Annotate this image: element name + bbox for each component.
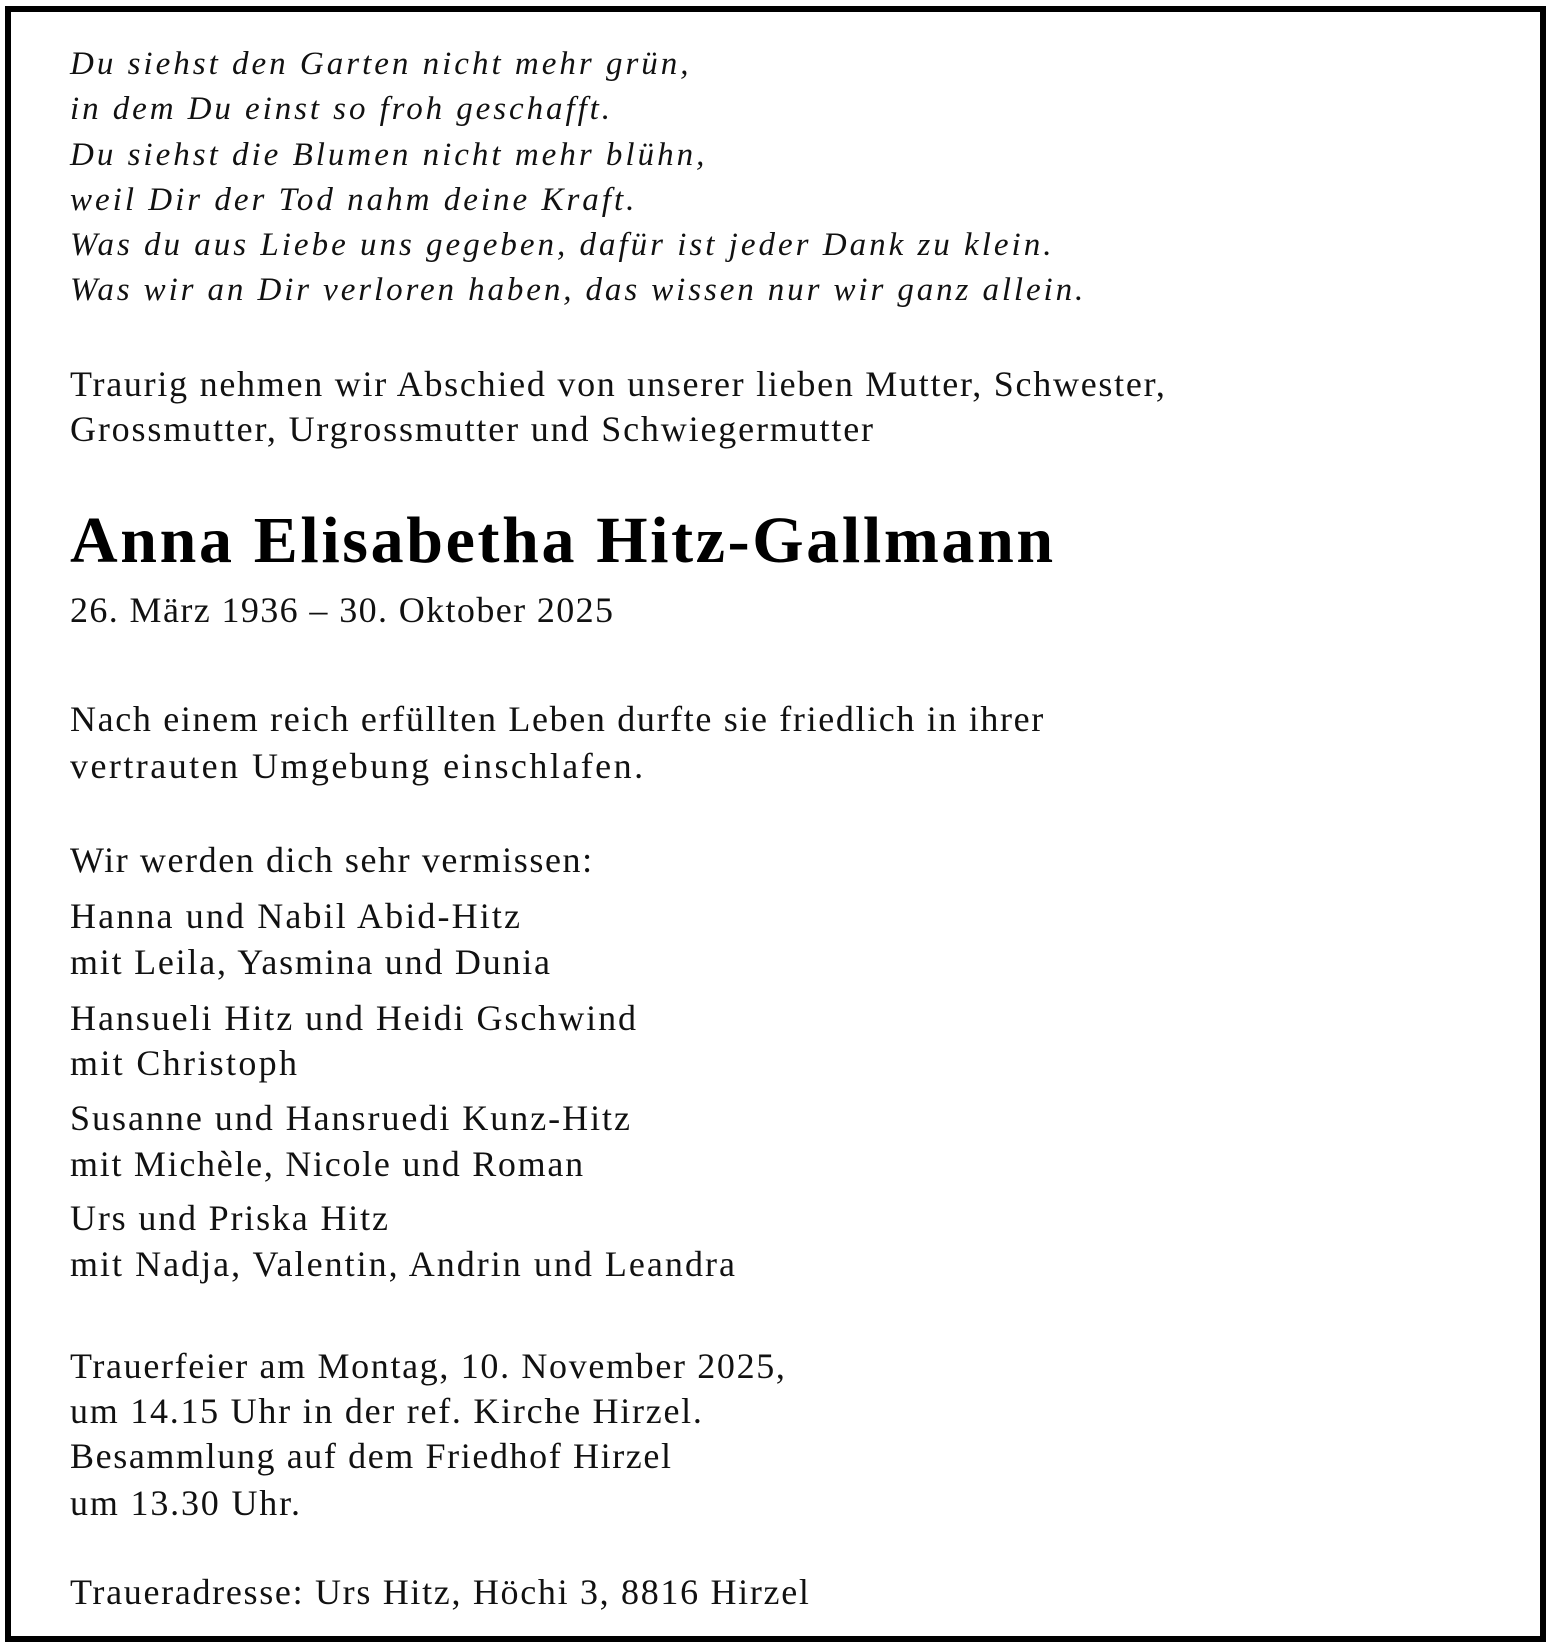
- mourner-family: Susanne und Hansruedi Kunz-Hitz: [70, 1098, 632, 1138]
- poem-line-2: in dem Du einst so froh geschafft.: [70, 91, 613, 127]
- service-line-4: um 13.30 Uhr.: [70, 1483, 302, 1523]
- service-line-2: um 14.15 Uhr in der ref. Kirche Hirzel.: [70, 1391, 704, 1431]
- mourner-children: mit Michèle, Nicole und Roman: [70, 1144, 585, 1184]
- mourner-children: mit Leila, Yasmina und Dunia: [70, 942, 552, 982]
- service-line-3: Besammlung auf dem Friedhof Hirzel: [70, 1436, 673, 1476]
- life-dates: 26. März 1936 – 30. Oktober 2025: [70, 590, 615, 630]
- poem-line-4: weil Dir der Tod nahm deine Kraft.: [70, 182, 638, 218]
- poem-line-3: Du siehst die Blumen nicht mehr blühn,: [70, 137, 708, 173]
- deceased-name: Anna Elisabetha Hitz-Gallmann: [70, 504, 1056, 577]
- intro-line-2: Grossmutter, Urgrossmutter und Schwiegermutter: [70, 409, 875, 449]
- service-line-1: Trauerfeier am Montag, 10. November 2025,: [70, 1346, 787, 1386]
- mourning-address: Traueradresse: Urs Hitz, Höchi 3, 8816 Hirzel: [70, 1572, 811, 1612]
- mourners-heading: Wir werden dich sehr vermissen:: [70, 840, 594, 880]
- passing-text-line-2: vertrauten Umgebung einschlafen.: [70, 746, 646, 786]
- poem-line-6: Was wir an Dir verloren haben, das wissen nur wir ganz allein.: [70, 272, 1087, 308]
- poem-line-1: Du siehst den Garten nicht mehr grün,: [70, 46, 692, 82]
- mourner-family: Hanna und Nabil Abid-Hitz: [70, 896, 523, 936]
- mourner-family: Urs und Priska Hitz: [70, 1198, 390, 1238]
- intro-line-1: Traurig nehmen wir Abschied von unserer lieben Mutter, Schwester,: [70, 364, 1167, 404]
- mourner-children: mit Nadja, Valentin, Andrin und Leandra: [70, 1244, 737, 1284]
- passing-text-line-1: Nach einem reich erfüllten Leben durfte sie friedlich in ihrer: [70, 699, 1045, 739]
- mourner-family: Hansueli Hitz und Heidi Gschwind: [70, 998, 638, 1038]
- poem-line-5: Was du aus Liebe uns gegeben, dafür ist jeder Dank zu klein.: [70, 227, 1055, 263]
- mourner-children: mit Christoph: [70, 1043, 300, 1083]
